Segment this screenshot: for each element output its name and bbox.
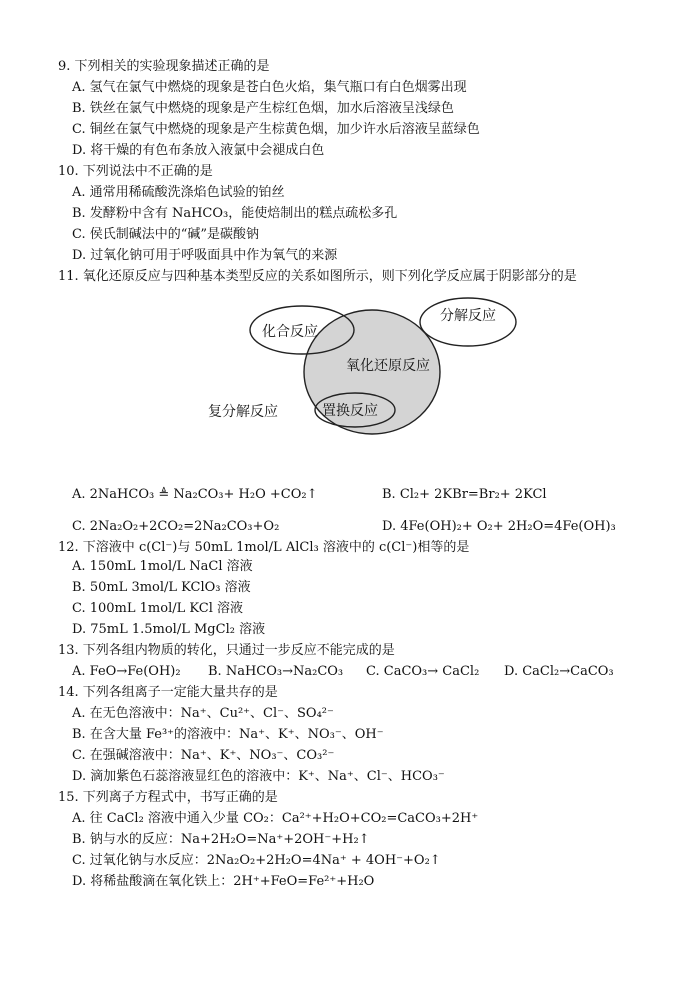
- q11-option-a: A. 2NaHCO₃ ≜ Na₂CO₃+ H₂O +CO₂↑: [72, 487, 318, 502]
- q9-option-a: A. 氢气在氯气中燃烧的现象是苍白色火焰，集气瓶口有白色烟雾出现: [72, 80, 467, 95]
- q15-option-d: D. 将稀盐酸滴在氧化铁上：2H⁺+FeO=Fe²⁺+H₂O: [72, 874, 375, 889]
- q13-options-row: [72, 663, 652, 681]
- q15-stem: 15. 下列离子方程式中，书写正确的是: [58, 790, 278, 805]
- q13-option-b: B. NaHCO₃→Na₂CO₃: [208, 664, 344, 679]
- q11-stem: 11. 氧化还原反应与四种基本类型反应的关系如图所示，则下列化学反应属于阴影部分的是: [58, 269, 577, 284]
- q13-stem: 13. 下列各组内物质的转化，只通过一步反应不能完成的是: [58, 643, 395, 658]
- q14-stem: 14. 下列各组离子一定能大量共存的是: [58, 685, 278, 700]
- q11-option-d: D. 4Fe(OH)₂+ O₂+ 2H₂O=4Fe(OH)₃: [382, 519, 616, 534]
- reaction-venn-diagram: [190, 292, 530, 442]
- q10-option-a: A. 通常用稀硫酸洗涤焰色试验的铂丝: [72, 185, 285, 200]
- q15-option-c: C. 过氧化钠与水反应：2Na₂O₂+2H₂O=4Na⁺ + 4OH⁻+O₂↑: [72, 853, 441, 868]
- q11-option-c: C. 2Na₂O₂+2CO₂=2Na₂CO₃+O₂: [72, 519, 280, 534]
- q9-option-d: D. 将干燥的有色布条放入液氯中会褪成白色: [72, 143, 325, 158]
- q12-stem: 12. 下溶液中 c(Cl⁻)与 50mL 1mol/L AlCl₃ 溶液中的 c(Cl⁻)相等的是: [58, 540, 470, 555]
- q10-option-c: C. 侯氏制碱法中的“碱”是碳酸钠: [72, 227, 260, 242]
- q15-option-a: A. 往 CaCl₂ 溶液中通入少量 CO₂：Ca²⁺+H₂O+CO₂=CaCO₃+2H⁺: [72, 811, 479, 826]
- q15-option-b: B. 钠与水的反应：Na+2H₂O=Na⁺+2OH⁻+H₂↑: [72, 832, 370, 847]
- q9-option-c: C. 铜丝在氯气中燃烧的现象是产生棕黄色烟，加少许水后溶液呈蓝绿色: [72, 122, 480, 137]
- q12-option-b: B. 50mL 3mol/L KClO₃ 溶液: [72, 580, 251, 595]
- q10-stem: 10. 下列说法中不正确的是: [58, 164, 213, 179]
- q14-option-c: C. 在强碱溶液中：Na⁺、K⁺、NO₃⁻、CO₃²⁻: [72, 748, 335, 763]
- q9-option-b: B. 铁丝在氯气中燃烧的现象是产生棕红色烟，加水后溶液呈浅绿色: [72, 101, 454, 116]
- q10-option-b: B. 发酵粉中含有 NaHCO₃，能使焙制出的糕点疏松多孔: [72, 206, 398, 221]
- double-displacement-label: 复分解反应: [208, 404, 278, 420]
- q12-option-c: C. 100mL 1mol/L KCl 溶液: [72, 601, 243, 616]
- combination-label: 化合反应: [262, 324, 318, 340]
- redox-label: 氧化还原反应: [346, 358, 430, 374]
- q13-option-a: A. FeO→Fe(OH)₂: [72, 664, 181, 679]
- q14-option-a: A. 在无色溶液中：Na⁺、Cu²⁺、Cl⁻、SO₄²⁻: [72, 706, 334, 721]
- q14-option-d: D. 滴加紫色石蕊溶液显红色的溶液中：K⁺、Na⁺、Cl⁻、HCO₃⁻: [72, 769, 445, 784]
- q12-option-a: A. 150mL 1mol/L NaCl 溶液: [72, 559, 253, 574]
- q9-stem: 9. 下列相关的实验现象描述正确的是: [58, 59, 270, 74]
- decomposition-label: 分解反应: [440, 308, 496, 324]
- q12-option-d: D. 75mL 1.5mol/L MgCl₂ 溶液: [72, 622, 266, 637]
- displacement-label: 置换反应: [322, 403, 378, 419]
- q14-option-b: B. 在含大量 Fe³⁺的溶液中：Na⁺、K⁺、NO₃⁻、OH⁻: [72, 727, 384, 742]
- q13-option-c: C. CaCO₃→ CaCl₂: [366, 664, 480, 679]
- q11-option-b: B. Cl₂+ 2KBr=Br₂+ 2KCl: [382, 487, 547, 502]
- q10-option-d: D. 过氧化钠可用于呼吸面具中作为氧气的来源: [72, 248, 338, 263]
- q13-option-d: D. CaCl₂→CaCO₃: [504, 664, 614, 679]
